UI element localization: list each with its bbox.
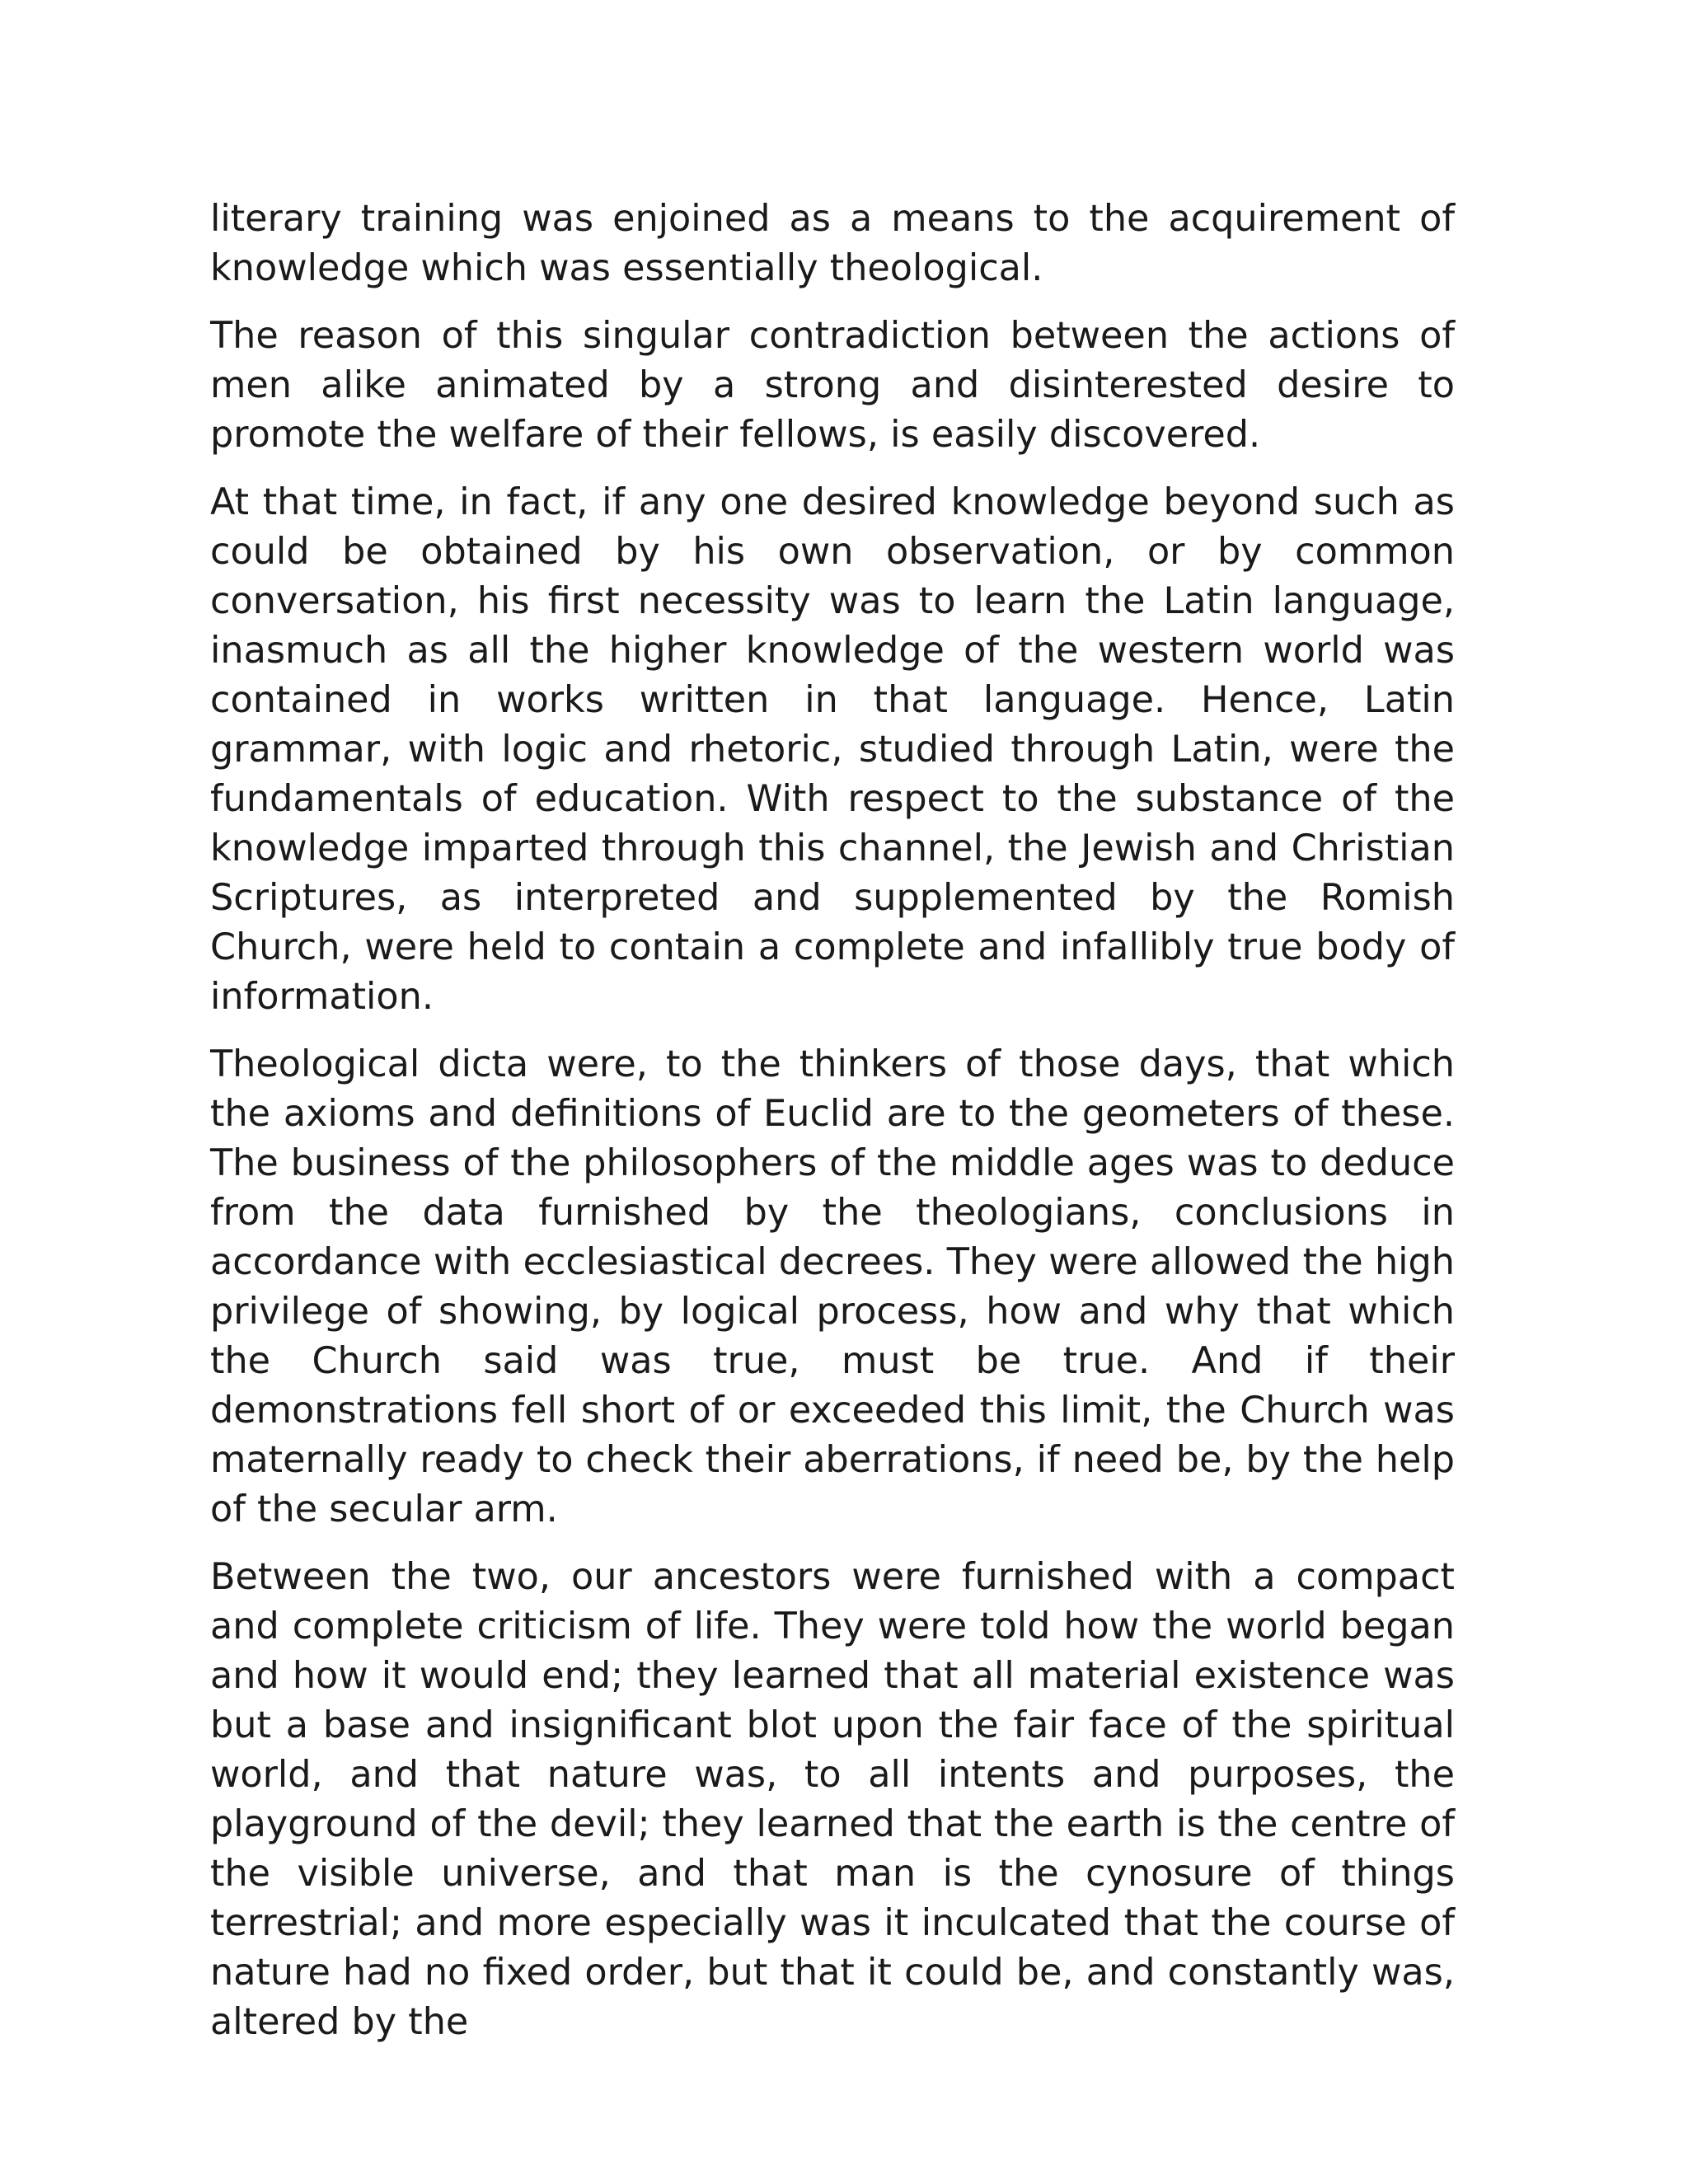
paragraph-3: At that time, in fact, if any one desired knowledge beyond such as could be obtained by his own observation, or by common conversation, his first necessity was to learn the Latin language, inasmuch as all the higher knowledge of the western world was contained in works written in that language. Hence, Latin grammar, with logic and rhetoric, studied through Latin, were the fundamentals of education. With respect to the substance of the knowledge imparted through this channel, the Jewish and Christian Scriptures, as interpreted and supplemented by the Romish Church, were held to contain a complete and infallibly true body of information.	[210, 481, 1455, 1018]
paragraph-2: The reason of this singular contradiction between the actions of men alike animated by a strong and disinterested desire to promote the welfare of their fellows, is easily discovered.	[210, 315, 1455, 456]
document-page	[210, 194, 1455, 2065]
paragraph-1: literary training was enjoined as a means to the acquirement of knowledge which was essentially theological.	[210, 198, 1455, 289]
paragraph-5: Between the two, our ancestors were furnished with a compact and complete criticism of life. They were told how the world began and how it would end; they learned that all material existence was but a base and insignificant blot upon the fair face of the spiritual world, and that nature was, to all intents and purposes, the playground of the devil; they learned that the earth is the centre of the visible universe, and that man is the cynosure of things terrestrial; and more especially was it inculcated that the course of nature had no fixed order, but that it could be, and constantly was, altered by the	[210, 1556, 1455, 2043]
paragraph-4: Theological dicta were, to the thinkers of those days, that which the axioms and definitions of Euclid are to the geometers of these. The business of the philosophers of the middle ages was to deduce from the data furnished by the theologians, conclusions in accordance with ecclesiastical decrees. They were allowed the high privilege of showing, by logical process, how and why that which the Church said was true, must be true. And if their demonstrations fell short of or exceeded this limit, the Church was maternally ready to check their aberrations, if need be, by the help of the secular arm.	[210, 1043, 1455, 1530]
